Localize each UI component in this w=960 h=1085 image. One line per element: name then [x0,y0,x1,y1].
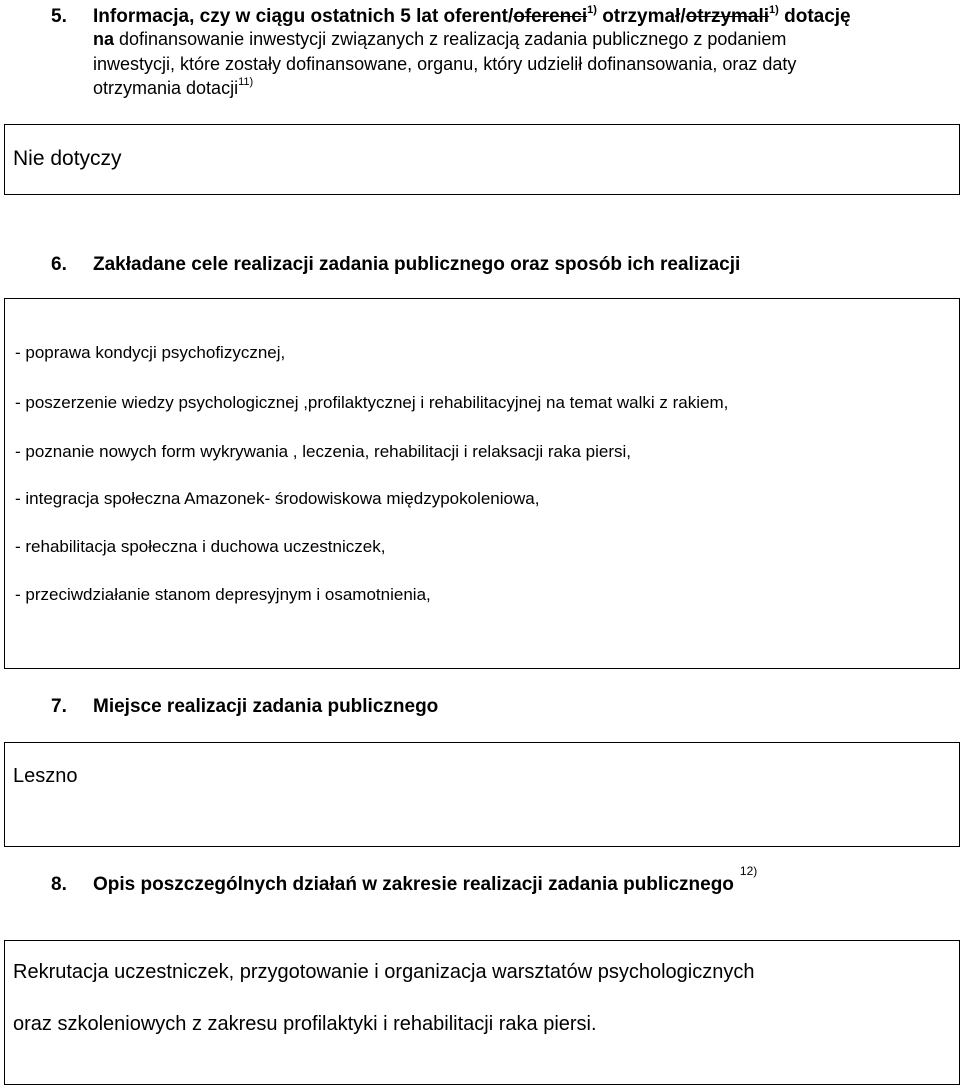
section-7-answer-box [4,742,960,847]
section-5-number: 5. [51,6,67,27]
goal-item: - poprawa kondycji psychofizycznej, [15,343,286,362]
goal-item: - rehabilitacja społeczna i duchowa uczestniczek, [15,537,386,556]
section-5-answer-box [4,124,960,195]
section-7-number: 7. [51,696,67,717]
section-5-answer: Nie dotyczy [13,147,122,170]
section-5-line-4-text: otrzymania dotacji [93,78,239,98]
section-5-na: na [93,29,115,49]
section-5-line-3 [93,52,796,77]
section-5-line-2-text: dofinansowanie inwestycji związanych z realizacją zadania publicznego z podaniem [114,29,787,49]
goal-item: - przeciwdziałanie stanom depresyjnym i osamotnienia, [15,585,431,604]
section-5-footnote-11: 11) [238,76,254,88]
section-5-line-3-text: inwestycji, które zostały dofinansowane, organu, który udzielił dofinansowania, oraz daty [93,54,797,74]
section-7-answer: Leszno [13,765,78,787]
section-6-answer-box [4,298,960,669]
goal-item: - integracja społeczna Amazonek- środowiskowa międzypokoleniowa, [15,489,540,508]
goal-item: - poznanie nowych form wykrywania , leczenia, rehabilitacji i relaksacji raka piersi, [15,442,632,461]
section-8-title: Opis poszczególnych działań w zakresie realizacji zadania publicznego [93,874,734,895]
activity-line: Rekrutacja uczestniczek, przygotowanie i organizacja warsztatów psychologicznych [13,961,755,983]
section-5-footnote-1a: 1) [587,3,597,16]
section-5-line-1 [51,4,851,29]
section-5-text-b: otrzymał/ [596,6,686,27]
section-7-title: Miejsce realizacji zadania publicznego [93,696,439,717]
section-5-line-2 [93,27,786,52]
section-6-title: Zakładane cele realizacji zadania publicznego oraz sposób ich realizacji [93,254,741,275]
section-7-heading [51,694,438,719]
section-5-text-a: Informacja, czy w ciągu ostatnich 5 lat oferent/ [93,6,514,27]
activity-line: oraz szkoleniowych z zakresu profilaktyki i rehabilitacji raka piersi. [13,1013,597,1035]
section-5-footnote-1b: 1) [769,3,779,16]
section-6-heading [51,252,740,277]
section-5-text-c: dotację [778,6,851,27]
section-8-footnote-12: 12) [739,863,758,878]
section-8-answer-box [4,940,960,1085]
section-8-number: 8. [51,874,67,895]
goal-item: - poszerzenie wiedzy psychologicznej ,profilaktycznej i rehabilitacyjnej na temat walki z rakiem, [15,393,729,412]
section-6-number: 6. [51,254,67,275]
section-8-heading [51,863,758,897]
section-5-strike-otrzymali: otrzymali [685,6,770,27]
section-5-line-4 [93,76,253,101]
section-5-strike-oferenci: oferenci [513,6,588,27]
